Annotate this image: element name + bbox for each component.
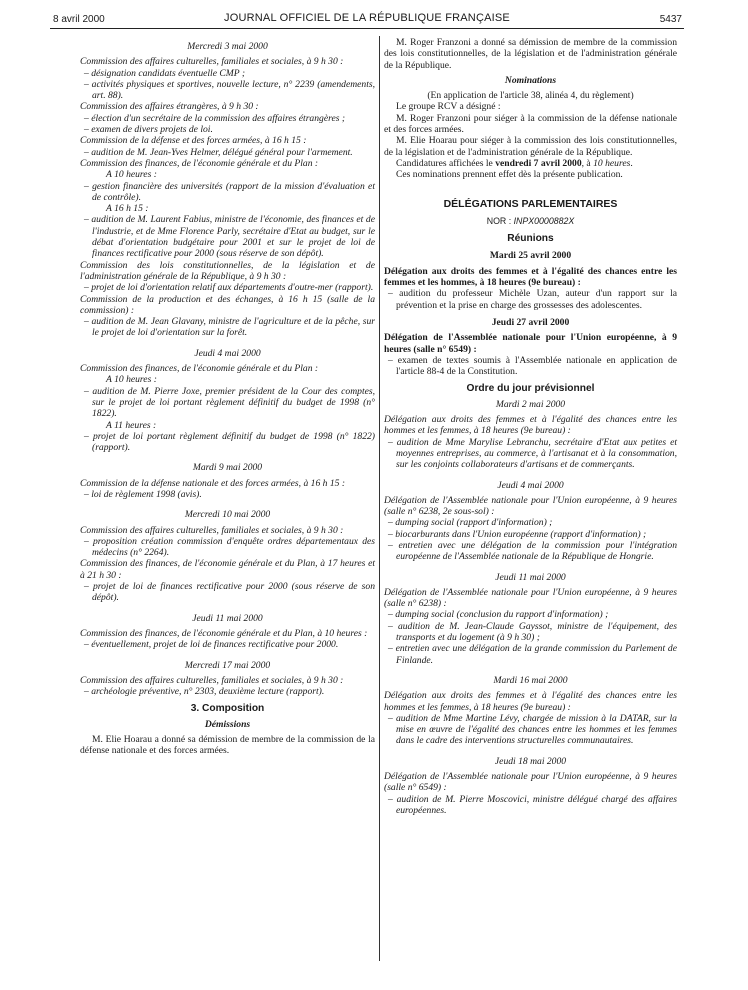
delegation-entry: Délégation de l'Assemblée nationale pour l'Union européenne, à 9 heures (salle n° 6238, 2e sous-sol) :: [384, 494, 677, 518]
date-heading: Mercredi 17 mai 2000: [184, 659, 271, 671]
delegation-entry: Délégation aux droits des femmes et à l'égalité des chances entre les femmes et les hommes, à 18 heures (9e bureau) :: [384, 265, 677, 289]
agenda-item: – audition de M. Jean Glavany, ministre de l'agriculture et de la pêche, sur le projet de loi d'orientation sur la forêt.: [84, 316, 375, 339]
delegation-entry: Délégation de l'Assemblée nationale pour l'Union européenne, à 9 heures (salle n° 6238) :: [384, 586, 677, 610]
commission-entry: Commission de la production et des échanges, à 16 h 15 (salle de la commission) :: [80, 293, 375, 316]
page-number: 5437: [659, 14, 682, 25]
date-heading: Mardi 16 mai 2000: [493, 674, 568, 686]
commission-entry: Commission des finances, de l'économie générale et du Plan :: [80, 363, 319, 375]
date-heading: Mardi 9 mai 2000: [192, 462, 263, 474]
commission-entry: Commission des finances, de l'économie générale et du Plan, à 17 heures et à 21 h 30 :: [80, 558, 375, 581]
agenda-item: – gestion financière des universités (rapport de la mission d'évaluation et de contrôle).: [84, 180, 375, 203]
nor-reference: NOR : INPX0000882X: [486, 215, 575, 226]
paragraph: M. Elie Hoarau pour siéger à la commission des lois constitutionnelles, de la législation et de l'administration générale de la République.: [384, 135, 677, 158]
left-column: [80, 37, 375, 757]
agenda-item: – élection d'un secrétaire de la commission des affaires étrangères ;: [84, 112, 346, 124]
agenda-item: – audition du professeur Michèle Uzan, auteur d'un rapport sur la prévention et la prise en charge des grossesses des adolescentes.: [388, 288, 677, 311]
commission-entry: Commission des affaires culturelles, familiales et sociales, à 9 h 30 :: [80, 56, 344, 68]
subsection-title: Nominations: [504, 74, 557, 86]
time-label: A 10 heures :: [106, 169, 157, 181]
agenda-item: – éventuellement, projet de loi de finances rectificative pour 2000.: [84, 639, 339, 651]
date-heading: Jeudi 4 mai 2000: [194, 347, 261, 359]
agenda-item: – examen de divers projets de loi.: [84, 124, 213, 136]
commission-entry: Commission des affaires culturelles, familiales et sociales, à 9 h 30 :: [80, 674, 344, 686]
date-heading: Mardi 25 avril 2000: [489, 250, 572, 262]
date-heading: Jeudi 18 mai 2000: [494, 755, 567, 767]
agenda-item: – désignation candidats éventuelle CMP ;: [84, 67, 246, 79]
subsection-title: Démissions: [204, 718, 251, 730]
delegation-entry: Délégation de l'Assemblée nationale pour l'Union européenne, à 9 heures (salle n° 6549) :: [384, 332, 677, 355]
agenda-item: – audition de M. Pierre Joxe, premier président de la Cour des comptes, sur le projet de loi portant règlement définitif du budget de 1998 (n° 1822).: [84, 385, 375, 420]
date-heading: Jeudi 11 mai 2000: [192, 612, 263, 624]
time-label: A 10 heures :: [106, 374, 157, 386]
paragraph: Ces nominations prennent effet dès la présente publication.: [396, 169, 623, 181]
agenda-item: – loi de règlement 1998 (avis).: [84, 488, 202, 500]
agenda-item: – audition de M. Pierre Moscovici, ministre délégué chargé des affaires européennes.: [388, 793, 677, 816]
commission-entry: Commission de la défense et des forces armées, à 16 h 15 :: [80, 135, 307, 147]
column-divider: [379, 36, 380, 961]
paragraph: M. Roger Franzoni pour siéger à la commission de la défense nationale et des forces armées.: [384, 112, 677, 136]
date-heading: Mercredi 10 mai 2000: [184, 509, 271, 521]
agenda-item: – projet de loi de finances rectificative pour 2000 (sous réserve de son dépôt).: [84, 581, 375, 604]
commission-entry: Commission des lois constitutionnelles, de la législation et de l'administration générale de la République, à 9 h 30 :: [80, 259, 375, 282]
paragraph: Le groupe RCV a désigné :: [396, 101, 501, 113]
commission-entry: Commission des affaires étrangères, à 9 h 30 :: [80, 101, 259, 113]
agenda-item: – audition de Mme Martine Lévy, chargée de mission à la DATAR, sur la mise en œuvre de l'égalité des chances entre les hommes et les femmes dans le cadre des interventions structurelles communautaires.: [388, 712, 677, 747]
agenda-item: – audition de M. Jean-Claude Gayssot, ministre de l'équipement, des transports et du logement (à 9 h 30) ;: [388, 620, 677, 644]
commission-entry: Commission des finances, de l'économie générale et du Plan, à 10 heures :: [80, 627, 368, 639]
section-title: 3. Composition: [190, 703, 265, 715]
agenda-item: – examen de textes soumis à l'Assemblée nationale en application de l'article 88-4 de la Constitution.: [388, 354, 677, 378]
agenda-item: – activités physiques et sportives, nouvelle lecture, n° 2239 (amendements, art. 88).: [84, 78, 375, 102]
time-label: A 16 h 15 :: [106, 203, 149, 215]
section-title: DÉLÉGATIONS PARLEMENTAIRES: [443, 197, 618, 210]
agenda-item: – projet de loi portant règlement définitif du budget de 1998 (n° 1822) (rapport).: [84, 430, 375, 454]
page-header: [50, 10, 684, 29]
delegation-entry: Délégation aux droits des femmes et à l'égalité des chances entre les hommes et les femmes, à 18 heures (9e bureau) :: [384, 690, 677, 713]
date-heading: Jeudi 4 mai 2000: [497, 479, 564, 491]
time-label: A 11 heures :: [106, 419, 157, 431]
agenda-item: – audition de Mme Marylise Lebranchu, secrétaire d'Etat aux petites et moyennes entreprises, au commerce, à l'artisanat et à la consommation, sur les conjoints collaborateurs d'artisans et de commerçants.: [388, 436, 678, 471]
paragraph: M. Elie Hoarau a donné sa démission de membre de la commission de la défense nationale et des forces armées.: [80, 734, 375, 757]
agenda-item: – biocarburants dans l'Union européenne (rapport d'information) ;: [388, 528, 647, 540]
agenda-item: – dumping social (rapport d'information) ;: [388, 517, 553, 529]
subsection-title: Ordre du jour prévisionnel: [466, 383, 595, 395]
agenda-item: – projet de loi d'orientation relatif aux départements d'outre-mer (rapport).: [84, 282, 374, 294]
journal-title: JOURNAL OFFICIEL DE LA RÉPUBLIQUE FRANÇAISE: [224, 12, 510, 24]
date-heading: Jeudi 27 avril 2000: [491, 316, 570, 328]
agenda-item: – audition de M. Jean-Yves Helmer, délégué général pour l'armement.: [84, 146, 353, 158]
commission-entry: Commission des finances, de l'économie générale et du Plan :: [80, 157, 319, 169]
commission-entry: Commission des affaires culturelles, familiales et sociales, à 9 h 30 :: [80, 524, 344, 536]
agenda-item: – dumping social (conclusion du rapport d'information) ;: [388, 609, 609, 621]
commission-entry: Commission de la défense nationale et des forces armées, à 16 h 15 :: [80, 477, 346, 489]
agenda-item: – archéologie préventive, n° 2303, deuxième lecture (rapport).: [84, 686, 325, 698]
date-heading: Mercredi 3 mai 2000: [187, 41, 268, 52]
paragraph: Candidatures affichées le vendredi 7 avril 2000, à 10 heures.: [396, 157, 633, 169]
paragraph: (En application de l'article 38, alinéa 4, du règlement): [427, 90, 634, 102]
date-heading: Mardi 2 mai 2000: [495, 398, 566, 410]
right-column: [384, 37, 677, 816]
date-heading: Jeudi 11 mai 2000: [495, 571, 566, 583]
delegation-entry: Délégation aux droits des femmes et à l'égalité des chances entre les hommes et les femmes, à 18 heures (9e bureau) :: [384, 414, 677, 437]
agenda-item: – entretien avec une délégation de la commission pour l'intégration européenne de l'Assemblée nationale de la République de Hongrie.: [388, 539, 677, 563]
header-date: 8 avril 2000: [53, 14, 105, 25]
delegation-entry: Délégation de l'Assemblée nationale pour l'Union européenne, à 9 heures (salle n° 6549) :: [384, 771, 677, 794]
paragraph: M. Roger Franzoni a donné sa démission de membre de la commission des lois constitutionnelles, de la législation et de l'administration générale de la République.: [384, 37, 677, 71]
agenda-item: – entretien avec une délégation de la grande commission du Parlement de Finlande.: [388, 643, 677, 666]
agenda-item: – audition de M. Laurent Fabius, ministre de l'économie, des finances et de l'industrie, et de Mme Florence Parly, secrétaire d'Etat au budget, sur le débat d'orientation budgétaire pour 2001 et sur le projet de loi de finances rectificative pour 2000 (sous réserve de son dépôt).: [84, 214, 375, 260]
agenda-item: – proposition création commission d'enquête ordres départementaux des médecins (n° 2264).: [84, 535, 375, 559]
subsection-title: Réunions: [507, 233, 554, 245]
